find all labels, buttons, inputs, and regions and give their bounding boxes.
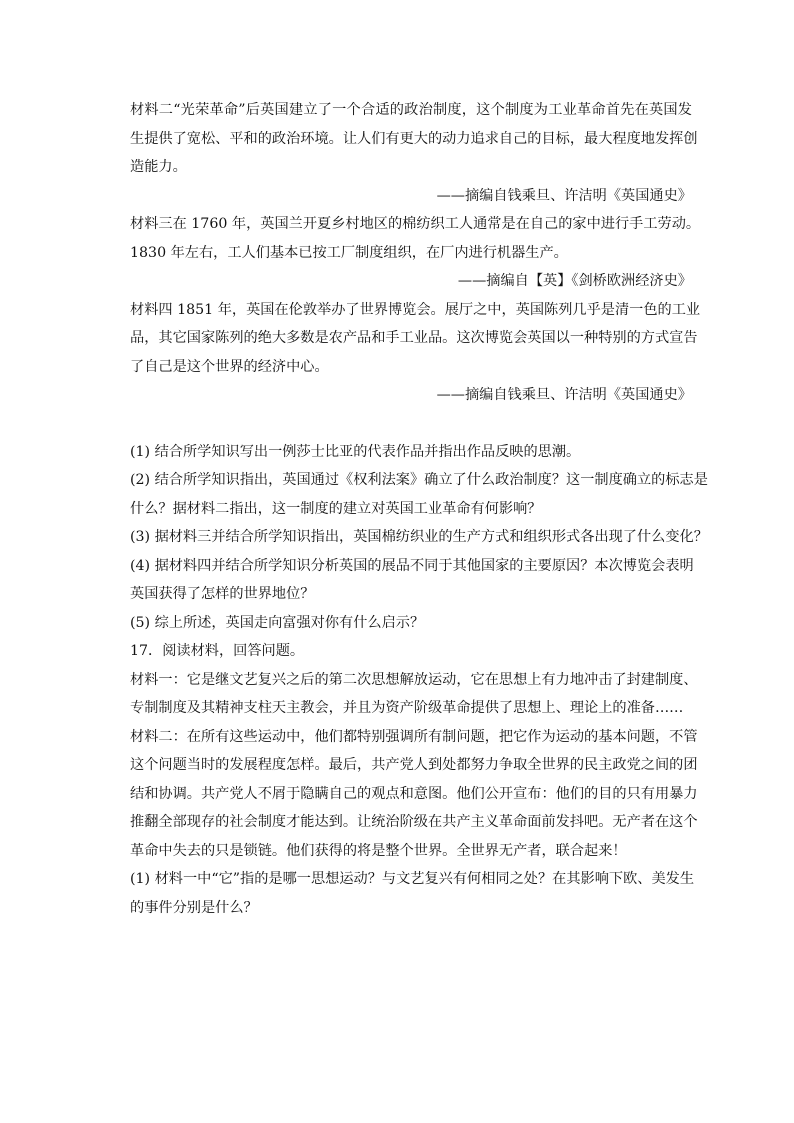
question-17-1-line-2: 的事件分别是什么？ [130, 899, 258, 916]
question-16-1: (1) 结合所学知识写出一例莎士比亚的代表作品并指出作品反映的思潮。 [130, 443, 581, 460]
material-2-block [130, 96, 698, 210]
question-17-material-2-line-5: 革命中失去的只是锁链。他们获得的将是整个世界。全世界无产者，联合起来！ [130, 842, 627, 859]
question-17-material-2-line-4: 推翻全部现存的社会制度才能达到。让统治阶级在共产主义革命面前发抖吧。无产者在这个 [130, 814, 698, 830]
question-17-material-1-line-2: 专制制度及其精神支柱天主教会，并且为资产阶级革命提供了思想上、理论上的准备…… [130, 700, 684, 716]
material-4-source: ——摘编自钱乘旦、许洁明《英国通史》 [436, 387, 692, 403]
question-16-5: (5) 综上所述，英国走向富强对你有什么启示？ [130, 614, 425, 631]
section-gap [130, 410, 692, 438]
material-2-line-2: 生提供了宽松、平和的政治环境。让人们有更大的动力追求自己的目标，最大程度地发挥创 [130, 130, 698, 147]
material-4-line-2: 品，其它国家陈列的绝大多数是农产品和手工业品。这次博览会英国以一种特别的方式宣告 [130, 330, 698, 346]
question-17-material-2-line-2: 这个问题当时的发展程度怎样。最后，共产党人到处都努力争取全世界的民主政党之间的团 [130, 757, 698, 773]
material-2-line-1: 材料二“光荣革命”后英国建立了一个合适的政治制度，这个制度为工业革命首先在英国发 [130, 102, 692, 118]
question-17-1-line-1: (1) 材料一中“它”指的是哪一思想运动？与文艺复兴有何相同之处？在其影响下欧、美发生 [130, 871, 695, 887]
material-2-source: ——摘编自钱乘旦、许洁明《英国通史》 [436, 187, 692, 204]
material-4-line-3: 了自己是这个世界的经济中心。 [130, 358, 329, 375]
material-3-line-2: 1830 年左右，工人们基本已按工厂制度组织，在厂内进行机器生产。 [130, 244, 568, 261]
material-3-line-1: 材料三在 1760 年，英国兰开夏乡村地区的棉纺织工人通常是在自己的家中进行手工劳动。 [130, 216, 701, 232]
question-16-subquestions [130, 438, 708, 638]
question-16-4-line-1: (4) 据材料四并结合所学知识分析英国的展品不同于其他国家的主要原因？本次博览会表明 [130, 557, 694, 574]
question-16-4-line-2: 英国获得了怎样的世界地位？ [130, 586, 315, 602]
material-3-source: ——摘编自【英】《剑桥欧洲经济史》 [457, 273, 692, 289]
question-16-3: (3) 据材料三并结合所学知识指出，英国棉纺织业的生产方式和组织形式各出现了什么变化？ [130, 529, 708, 545]
question-17-block [130, 637, 698, 922]
material-2-line-3: 造能力。 [130, 159, 187, 175]
question-17-header: 17．阅读材料，回答问题。 [130, 643, 305, 659]
question-17-material-2-line-1: 材料二：在所有这些运动中，他们都特别强调所有制问题，把它作为运动的基本问题，不管 [130, 728, 698, 745]
document-page [130, 96, 708, 922]
question-17-material-1-line-1: 材料一：它是继文艺复兴之后的第二次思想解放运动，它在思想上有力地冲击了封建制度、 [130, 671, 698, 688]
material-4-block [130, 296, 701, 410]
material-3-block [130, 210, 701, 296]
material-4-line-1: 材料四 1851 年，英国在伦敦举办了世界博览会。展厅之中，英国陈列几乎是清一色的工业 [130, 301, 701, 318]
question-17-material-2-line-3: 结和协调。共产党人不屑于隐瞒自己的观点和意图。他们公开宣布：他们的目的只有用暴力 [130, 785, 698, 802]
question-16-2-line-2: 什么？据材料二指出，这一制度的建立对英国工业革命有何影响？ [130, 500, 542, 517]
question-16-2-line-1: (2) 结合所学知识指出，英国通过《权利法案》确立了什么政治制度？这一制度确立的标志是 [130, 472, 708, 488]
